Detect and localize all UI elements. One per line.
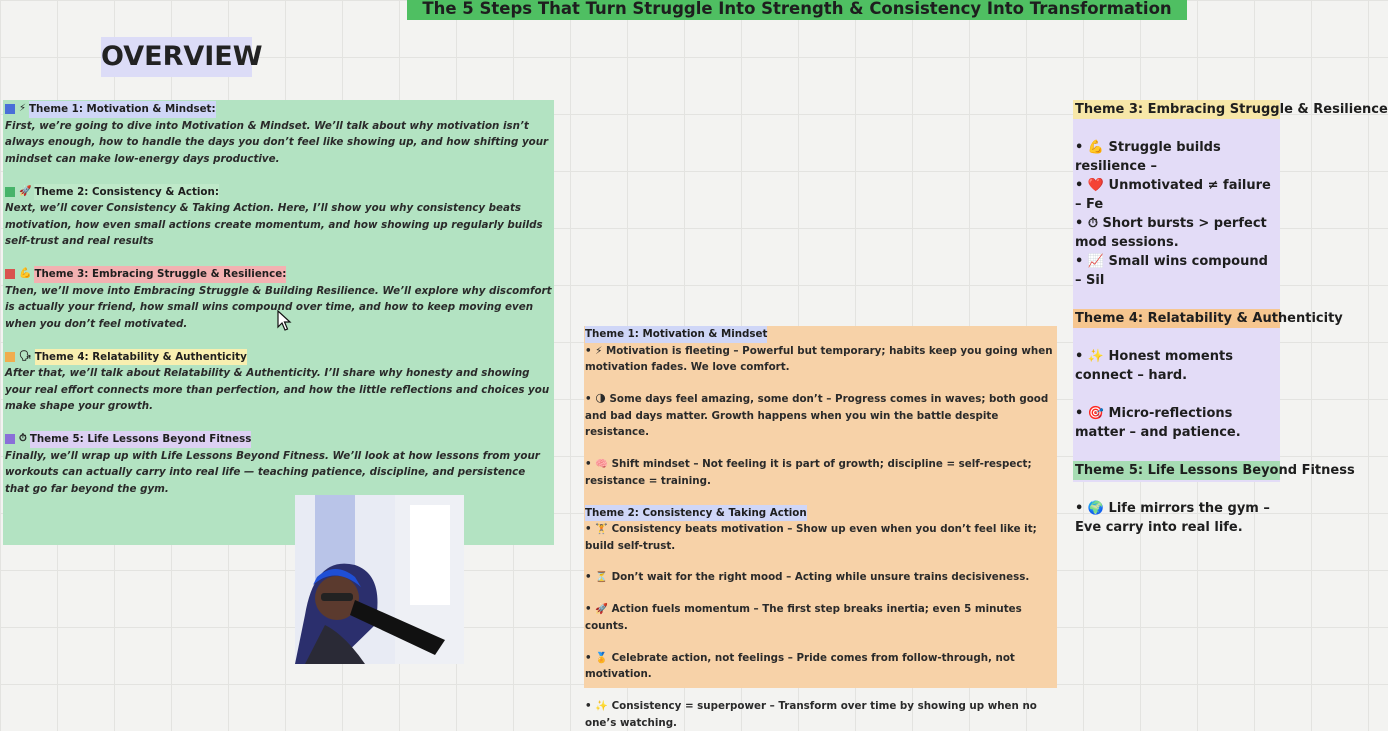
theme-color-square-icon [5, 104, 15, 114]
theme-emoji-icon: ⏱ [19, 433, 27, 444]
theme-3-item: • ❤️ Unmotivated ≠ failure – Fe [1075, 178, 1271, 212]
theme-3-heading: Theme 3: Embracing Struggle & Resilience [1075, 102, 1388, 117]
overview-theme-body: Next, we’ll cover Consistency & Taking Action. Here, I’ll show you why consistency beats motivation, how even small actions create momentum, and how showing up regularly builds self-trust and real results [5, 202, 543, 247]
theme-color-square-icon [5, 269, 15, 279]
board-title: The 5 Steps That Turn Struggle Into Strength & Consistency Into Transformation [407, 0, 1187, 20]
theme-4-heading: Theme 4: Relatability & Authenticity [1075, 311, 1343, 326]
overview-theme-4 [5, 349, 552, 415]
overview-label: OVERVIEW [101, 37, 252, 77]
theme-4-item: • 🎯 Micro-reflections matter – and patience. [1075, 406, 1241, 440]
themes-1-2-note[interactable] [584, 326, 1057, 729]
theme-1-item: • ⚡ Motivation is fleeting – Powerful but temporary; habits keep you going when motivation fades. We love comfort. [585, 344, 1053, 373]
theme-5-heading: Theme 5: Life Lessons Beyond Fitness [1075, 463, 1355, 478]
overview-theme-5 [5, 431, 552, 497]
overview-theme-heading: Theme 1: Motivation & Mindset: [29, 101, 216, 118]
theme-2-item: • 🚀 Action fuels momentum – The first step breaks inertia; even 5 minutes counts. [585, 603, 1022, 632]
theme-1-item: • 🧠 Shift mindset – Not feeling it is part of growth; discipline = self-respect; resistance = training. [585, 458, 1032, 487]
theme-2-item: • ✨ Consistency = superpower – Transform over time by showing up when no one’s watching. [585, 700, 1037, 729]
theme-emoji-icon: 🚀 [19, 185, 32, 197]
themes-3-5-note[interactable] [1073, 100, 1388, 535]
theme-emoji-icon: 💪 [19, 268, 32, 279]
overview-theme-body: First, we’re going to dive into Motivation & Mindset. We’ll talk about why motivation isn’t always enough, how to handle the days you don’t feel like showing up, and how shifting your mindset can make low-energy days productive. [5, 119, 549, 165]
overview-theme-2 [5, 184, 552, 250]
theme-emoji-icon: 🗣 [19, 350, 32, 362]
theme-color-square-icon [5, 434, 15, 444]
overview-theme-heading: Theme 3: Embracing Struggle & Resilience: [34, 266, 286, 283]
overview-theme-heading: Theme 2: Consistency & Action: [34, 184, 219, 201]
theme-1-heading: Theme 1: Motivation & Mindset [585, 326, 767, 343]
overview-theme-body: Finally, we’ll wrap up with Life Lessons Beyond Fitness. We’ll look at how lessons from your workouts can actually carry into real life — teaching patience, discipline, and persistence that go far beyond the gym. [5, 449, 540, 495]
webcam-avatar [295, 495, 464, 664]
theme-emoji-icon: ⚡ [19, 103, 27, 114]
theme-3-item: • ⏱ Short bursts > perfect mod sessions. [1075, 216, 1267, 250]
theme-color-square-icon [5, 187, 15, 197]
theme-2-item: • 🏅 Celebrate action, not feelings – Pride comes from follow-through, not motivation. [585, 651, 1015, 680]
overview-theme-body: Then, we’ll move into Embracing Struggle & Building Resilience. We’ll explore why discomfort is actually your friend, how small wins compound over time, and how to keep moving even when you don’t feel motivated. [5, 284, 552, 330]
overview-theme-heading: Theme 5: Life Lessons Beyond Fitness [30, 431, 252, 448]
theme-1-item: • 🌗 Some days feel amazing, some don’t – Progress comes in waves; both good and bad days matter. Growth happens when you win the battle despite resistance. [585, 393, 1049, 438]
theme-color-square-icon [5, 352, 15, 362]
theme-3-item: • 💪 Struggle builds resilience – [1075, 140, 1221, 174]
cursor-arrow-icon [277, 310, 291, 332]
theme-4-item: • ✨ Honest moments connect – hard. [1075, 349, 1233, 383]
theme-2-item: • 🏋 Consistency beats motivation – Show up even when you don’t feel like it; build self-trust. [585, 523, 1037, 552]
overview-theme-heading: Theme 4: Relatability & Authenticity [35, 349, 247, 366]
theme-2-heading: Theme 2: Consistency & Taking Action [585, 505, 807, 522]
theme-3-item: • 📈 Small wins compound – Sil [1075, 254, 1268, 288]
theme-2-item: • ⏳ Don’t wait for the right mood – Acting while unsure trains decisiveness. [585, 571, 1030, 583]
overview-theme-1 [5, 101, 552, 167]
theme-5-item: • 🌍 Life mirrors the gym – Eve carry into real life. [1075, 501, 1270, 535]
overview-theme-body: After that, we’ll talk about Relatability & Authenticity. I’ll share why honesty and showing your real effort connects more than perfection, and how the little reflections and choices you make shape your growth. [5, 367, 550, 412]
